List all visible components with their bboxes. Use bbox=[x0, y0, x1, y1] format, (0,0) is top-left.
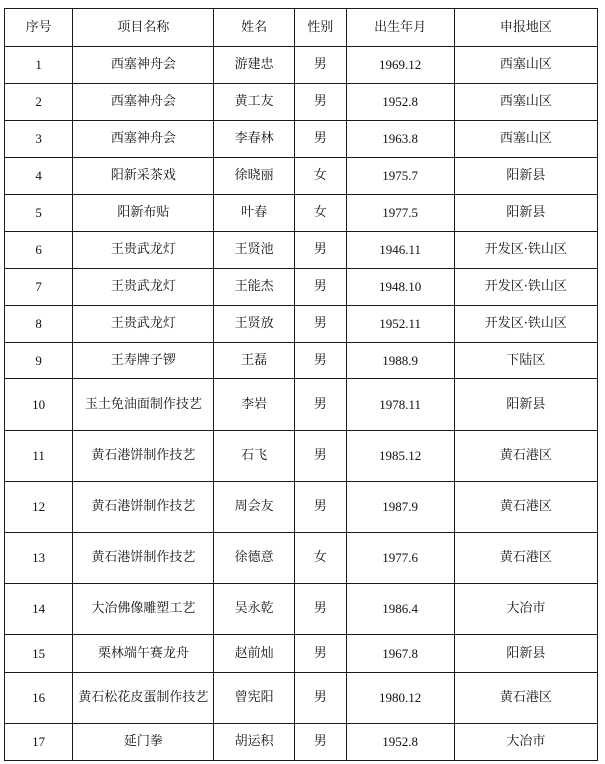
cell-no: 5 bbox=[5, 195, 73, 232]
cell-project: 王贵武龙灯 bbox=[73, 306, 214, 343]
cell-name: 曾宪阳 bbox=[214, 673, 294, 724]
cell-project: 阳新布贴 bbox=[73, 195, 214, 232]
cell-birth: 1988.9 bbox=[346, 343, 454, 379]
table-row bbox=[5, 158, 598, 195]
cell-area: 西塞山区 bbox=[454, 84, 597, 121]
cell-name: 叶春 bbox=[214, 195, 294, 232]
cell-project: 黄石港饼制作技艺 bbox=[73, 431, 214, 482]
cell-no: 2 bbox=[5, 84, 73, 121]
table-row bbox=[5, 635, 598, 673]
cell-name: 王能杰 bbox=[214, 269, 294, 306]
cell-no: 9 bbox=[5, 343, 73, 379]
cell-sex: 男 bbox=[294, 47, 346, 84]
cell-no: 14 bbox=[5, 584, 73, 635]
cell-area: 开发区·铁山区 bbox=[454, 269, 597, 306]
cell-area: 大冶市 bbox=[454, 724, 597, 761]
cell-birth: 1952.8 bbox=[346, 84, 454, 121]
cell-name: 周会友 bbox=[214, 482, 294, 533]
table-row bbox=[5, 673, 598, 724]
cell-name: 石飞 bbox=[214, 431, 294, 482]
cell-name: 王磊 bbox=[214, 343, 294, 379]
cell-name: 李春林 bbox=[214, 121, 294, 158]
cell-project: 大冶佛像雕塑工艺 bbox=[73, 584, 214, 635]
cell-birth: 1986.4 bbox=[346, 584, 454, 635]
cell-no: 6 bbox=[5, 232, 73, 269]
cell-name: 黄工友 bbox=[214, 84, 294, 121]
cell-birth: 1987.9 bbox=[346, 482, 454, 533]
cell-area: 阳新县 bbox=[454, 158, 597, 195]
table-row bbox=[5, 195, 598, 232]
table-row bbox=[5, 47, 598, 84]
inheritor-table bbox=[4, 8, 598, 761]
cell-no: 16 bbox=[5, 673, 73, 724]
cell-area: 开发区·铁山区 bbox=[454, 232, 597, 269]
cell-birth: 1980.12 bbox=[346, 673, 454, 724]
cell-no: 8 bbox=[5, 306, 73, 343]
table-row bbox=[5, 482, 598, 533]
cell-birth: 1952.11 bbox=[346, 306, 454, 343]
table-row bbox=[5, 533, 598, 584]
cell-project: 西塞神舟会 bbox=[73, 121, 214, 158]
cell-no: 4 bbox=[5, 158, 73, 195]
table-row bbox=[5, 269, 598, 306]
cell-project: 王寿牌子锣 bbox=[73, 343, 214, 379]
cell-area: 黄石港区 bbox=[454, 533, 597, 584]
table-row bbox=[5, 724, 598, 761]
table-row bbox=[5, 379, 598, 431]
header-sex: 性别 bbox=[294, 9, 346, 47]
cell-birth: 1967.8 bbox=[346, 635, 454, 673]
table-row bbox=[5, 84, 598, 121]
cell-sex: 男 bbox=[294, 379, 346, 431]
cell-birth: 1948.10 bbox=[346, 269, 454, 306]
table-row bbox=[5, 431, 598, 482]
header-name: 姓名 bbox=[214, 9, 294, 47]
cell-birth: 1963.8 bbox=[346, 121, 454, 158]
cell-project: 黄石港饼制作技艺 bbox=[73, 482, 214, 533]
cell-birth: 1946.11 bbox=[346, 232, 454, 269]
cell-area: 阳新县 bbox=[454, 635, 597, 673]
cell-area: 黄石港区 bbox=[454, 431, 597, 482]
cell-no: 10 bbox=[5, 379, 73, 431]
cell-sex: 男 bbox=[294, 121, 346, 158]
cell-no: 17 bbox=[5, 724, 73, 761]
header-area: 申报地区 bbox=[454, 9, 597, 47]
cell-name: 徐晓丽 bbox=[214, 158, 294, 195]
cell-sex: 男 bbox=[294, 269, 346, 306]
cell-sex: 男 bbox=[294, 431, 346, 482]
cell-name: 徐德意 bbox=[214, 533, 294, 584]
cell-sex: 男 bbox=[294, 584, 346, 635]
cell-sex: 男 bbox=[294, 724, 346, 761]
cell-name: 李岩 bbox=[214, 379, 294, 431]
cell-name: 赵前灿 bbox=[214, 635, 294, 673]
cell-area: 阳新县 bbox=[454, 379, 597, 431]
cell-sex: 男 bbox=[294, 84, 346, 121]
cell-area: 西塞山区 bbox=[454, 121, 597, 158]
table-row bbox=[5, 121, 598, 158]
table-row bbox=[5, 232, 598, 269]
header-birth: 出生年月 bbox=[346, 9, 454, 47]
cell-area: 开发区·铁山区 bbox=[454, 306, 597, 343]
cell-sex: 男 bbox=[294, 482, 346, 533]
cell-project: 栗林端午赛龙舟 bbox=[73, 635, 214, 673]
cell-project: 王贵武龙灯 bbox=[73, 232, 214, 269]
header-no: 序号 bbox=[5, 9, 73, 47]
cell-area: 黄石港区 bbox=[454, 673, 597, 724]
cell-name: 游建忠 bbox=[214, 47, 294, 84]
header-row bbox=[5, 9, 598, 47]
cell-birth: 1969.12 bbox=[346, 47, 454, 84]
cell-birth: 1977.6 bbox=[346, 533, 454, 584]
cell-area: 大冶市 bbox=[454, 584, 597, 635]
cell-area: 黄石港区 bbox=[454, 482, 597, 533]
cell-no: 11 bbox=[5, 431, 73, 482]
cell-name: 王贤放 bbox=[214, 306, 294, 343]
table-row bbox=[5, 584, 598, 635]
table-row bbox=[5, 306, 598, 343]
cell-sex: 男 bbox=[294, 306, 346, 343]
cell-project: 西塞神舟会 bbox=[73, 47, 214, 84]
cell-project: 阳新采茶戏 bbox=[73, 158, 214, 195]
cell-birth: 1977.5 bbox=[346, 195, 454, 232]
cell-name: 王贤池 bbox=[214, 232, 294, 269]
cell-area: 阳新县 bbox=[454, 195, 597, 232]
cell-sex: 女 bbox=[294, 533, 346, 584]
cell-no: 3 bbox=[5, 121, 73, 158]
cell-no: 13 bbox=[5, 533, 73, 584]
cell-name: 吴永乾 bbox=[214, 584, 294, 635]
cell-birth: 1978.11 bbox=[346, 379, 454, 431]
cell-birth: 1985.12 bbox=[346, 431, 454, 482]
cell-no: 1 bbox=[5, 47, 73, 84]
cell-project: 西塞神舟会 bbox=[73, 84, 214, 121]
cell-sex: 男 bbox=[294, 673, 346, 724]
cell-area: 下陆区 bbox=[454, 343, 597, 379]
cell-name: 胡运积 bbox=[214, 724, 294, 761]
cell-area: 西塞山区 bbox=[454, 47, 597, 84]
cell-sex: 男 bbox=[294, 635, 346, 673]
cell-project: 黄石港饼制作技艺 bbox=[73, 533, 214, 584]
cell-sex: 男 bbox=[294, 232, 346, 269]
cell-sex: 男 bbox=[294, 343, 346, 379]
cell-no: 7 bbox=[5, 269, 73, 306]
table-row bbox=[5, 343, 598, 379]
cell-project: 延门拳 bbox=[73, 724, 214, 761]
cell-project: 王贵武龙灯 bbox=[73, 269, 214, 306]
header-project: 项目名称 bbox=[73, 9, 214, 47]
cell-no: 12 bbox=[5, 482, 73, 533]
cell-birth: 1952.8 bbox=[346, 724, 454, 761]
cell-project: 黄石松花皮蛋制作技艺 bbox=[73, 673, 214, 724]
cell-sex: 女 bbox=[294, 158, 346, 195]
cell-birth: 1975.7 bbox=[346, 158, 454, 195]
cell-project: 玉土免油面制作技艺 bbox=[73, 379, 214, 431]
cell-sex: 女 bbox=[294, 195, 346, 232]
cell-no: 15 bbox=[5, 635, 73, 673]
